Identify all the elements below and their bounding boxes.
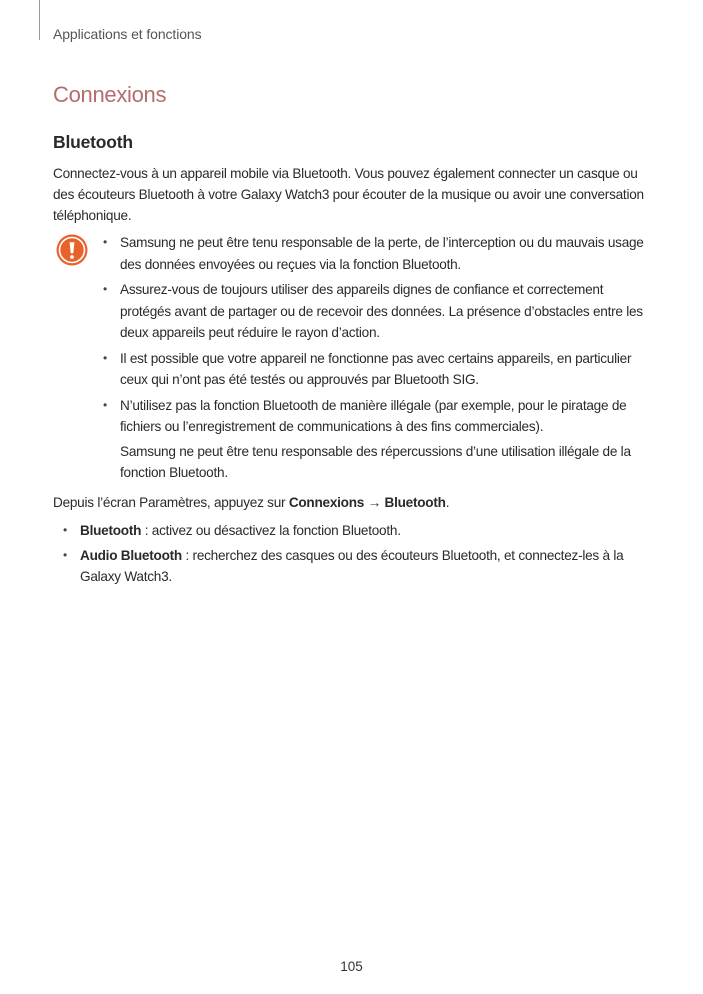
- instruction-prefix: Depuis l’écran Paramètres, appuyez sur: [53, 495, 289, 510]
- caution-item: [103, 232, 650, 275]
- bullet-icon: •: [103, 282, 107, 296]
- intro-paragraph: Connectez-vous à un appareil mobile via Bluetooth. Vous pouvez également connecter un casque ou des écouteurs Bluetooth à votre Galaxy Watch3 pour écouter de la musique ou avoir une conversation téléphonique.: [53, 166, 644, 223]
- caution-item: [103, 279, 650, 344]
- caution-text: Samsung ne peut être tenu responsable de la perte, de l’interception ou du mauvais usage des données envoyées ou reçues via la fonction Bluetooth.: [120, 235, 644, 272]
- caution-extra-text: Samsung ne peut être tenu responsable des répercussions d’une utilisation illégale de la fonction Bluetooth.: [120, 443, 631, 480]
- caution-text: Assurez-vous de toujours utiliser des appareils dignes de confiance et correctement protégés avant de partager ou de recevoir des données. La présence d’obstacles entre les deux appareils peut réduire le rayon d’action.: [120, 282, 643, 340]
- menu-path-bluetooth: Bluetooth: [384, 495, 446, 510]
- option-name: Audio Bluetooth: [80, 547, 182, 563]
- menu-path-connexions: Connexions: [288, 495, 365, 510]
- header-title: Applications et fonctions: [53, 26, 202, 42]
- instruction-suffix: .: [445, 495, 450, 510]
- option-desc: : recherchez des casques ou des écouteurs Bluetooth, et connectez-les à la Galaxy Watch3.: [80, 547, 624, 584]
- caution-item: [103, 395, 650, 484]
- caution-icon: [55, 233, 89, 267]
- bullet-icon: •: [103, 235, 107, 249]
- bullet-icon: •: [63, 547, 67, 562]
- header-rule: [39, 0, 40, 40]
- instruction-text: [53, 492, 449, 513]
- bullet-icon: •: [63, 523, 67, 537]
- section-title: Connexions: [53, 82, 167, 107]
- caution-text: N’utilisez pas la fonction Bluetooth de manière illégale (par exemple, pour le piratage de fichiers ou l’enregistrement de communications à des fins commerciales).: [120, 397, 627, 434]
- arrow-icon: →: [364, 495, 385, 510]
- option-name: Bluetooth: [80, 523, 142, 538]
- option-item: [63, 545, 650, 588]
- option-desc: : activez ou désactivez la fonction Bluetooth.: [141, 523, 401, 538]
- page-number: 105: [340, 959, 363, 974]
- bullet-icon: •: [103, 397, 107, 412]
- caution-text: Il est possible que votre appareil ne fonctionne pas avec certains appareils, en particulier ceux qui n’ont pas été testés ou approuvés par Bluetooth SIG.: [120, 350, 632, 387]
- caution-item: [103, 348, 650, 391]
- bullet-icon: •: [103, 350, 107, 365]
- option-item: [63, 520, 650, 542]
- options-list: [63, 520, 650, 591]
- subsection-title: Bluetooth: [53, 132, 133, 152]
- caution-list: [103, 232, 650, 488]
